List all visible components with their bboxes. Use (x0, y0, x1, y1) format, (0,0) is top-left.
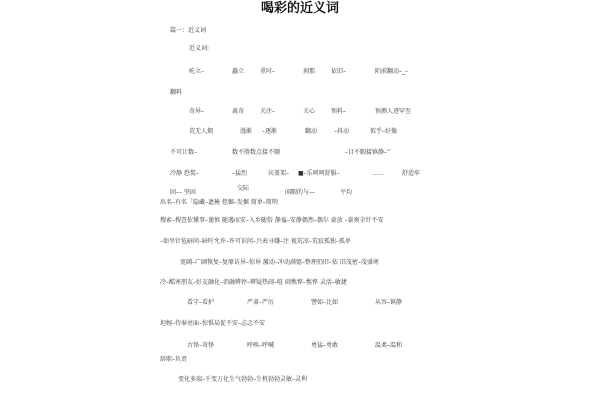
word: 呼唤–呼喊 (247, 342, 275, 349)
word: 温柔–温和 (375, 342, 403, 349)
text-line: 辞职–负责 (160, 356, 188, 363)
word: 依旧– (331, 68, 347, 75)
word: 交际 (237, 185, 250, 192)
text-line: 出名–有名「隐藏–遮掩 控掘–发掘 简单–简明 (160, 199, 278, 206)
word: 漫渐 (240, 128, 253, 135)
word: 数不胜数点接不顺 (232, 149, 281, 156)
word: –抖动 (334, 128, 350, 135)
word: 宾盖架– (268, 170, 290, 177)
word: –目不暇接镇静–‘’ (345, 149, 391, 156)
word: 勇猛–勇敢 (311, 342, 339, 349)
word: 严肃–严厉 (247, 299, 275, 306)
text-line: 宽阔–广阔恢复–复原访异–惊异 激动–冲动满憶–整理仍旧–依 旧茂密–茂盛寒 (180, 259, 379, 266)
word: 屹立– (189, 68, 205, 75)
text-line: 冷–酷寒朋友–好友融化–消融辨停–辨疑热闹–喧 闹憔悴–憔悴 灵活–敏捷 (160, 279, 347, 286)
word: 似乎–好像 (370, 128, 398, 135)
subheading: 近义词: (189, 45, 210, 52)
word: 重吋– (260, 68, 276, 75)
word: ■–乐呵呵舒服– (298, 170, 340, 177)
word: 看守–看护 (187, 299, 215, 306)
word: 预测人迹罕至 (375, 108, 412, 115)
word: 陌前翻动–_– (375, 68, 409, 75)
word: 翻动 (305, 128, 318, 135)
word: –逐渐 (262, 128, 278, 135)
word: –猛烈 (232, 170, 248, 177)
word: 预料– (331, 108, 347, 115)
word: 不可计数– (170, 149, 198, 156)
word: 冷静 恐慌– (170, 170, 199, 177)
text-line: 变化多端–千变万化生气勃勃–生机勃勃灵敏–灵利 (178, 376, 308, 383)
word: 刹那 (303, 68, 316, 75)
word: 离奇 (232, 108, 245, 115)
word: 奇异– (189, 108, 205, 115)
word: …… (372, 170, 384, 177)
page-title: 喝彩的近义词 (260, 1, 339, 16)
word: 关心 (303, 108, 316, 115)
word: 从容–镇静 (375, 299, 403, 306)
text-line: –如坐针毡暗问–暗吁允许–许可识问–兴表寻嫌–注 视荒凉–荒寂孤独–孤单 (160, 238, 351, 245)
word: 翻料 (170, 89, 183, 96)
word: 荒无人烟 (189, 128, 214, 135)
word: 矗立 (232, 68, 245, 75)
word: 古怪–奇怪 (187, 342, 215, 349)
word: 固–– 坚固 (170, 189, 196, 196)
word: 舒适牢 (402, 170, 421, 177)
word: 平均 (340, 189, 353, 196)
section-heading: 篇一：近义词 (170, 27, 207, 34)
text-line: 搜索–搜查依懂事–谨慎 随遇而安–入乡随俗 静谧–安静偶然–偶尔 豪放 –豪爽全针不安 (160, 217, 384, 224)
text-line: 坦婉–侍奉亮面–惊惧局促不安–忐忑不安 (160, 320, 266, 327)
word: 关注– (260, 108, 276, 115)
word: 譬如–比如 (311, 299, 339, 306)
word: 闲暇的与–– (285, 189, 316, 196)
